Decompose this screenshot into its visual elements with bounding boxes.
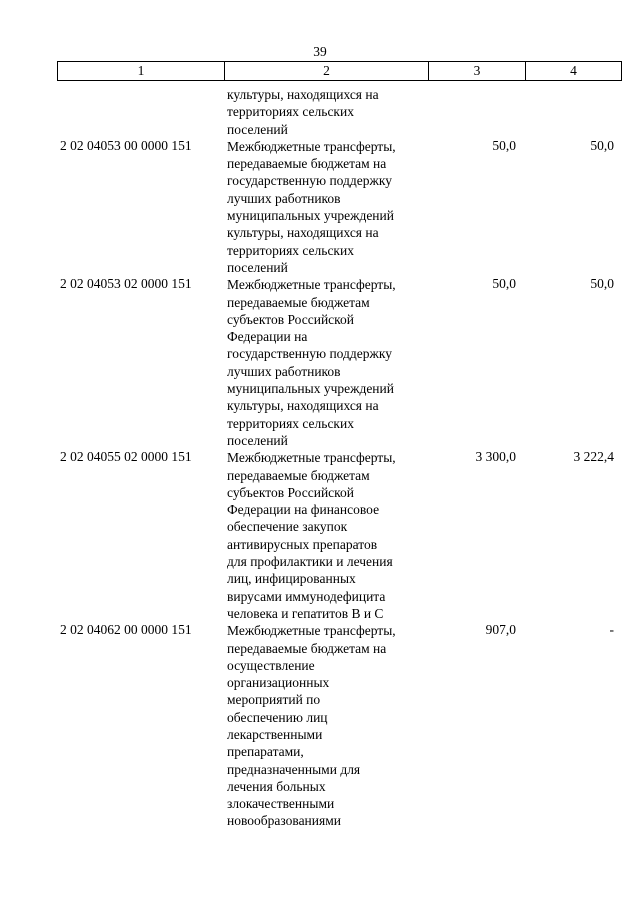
description-line: поселений	[227, 259, 288, 275]
description-line: передаваемые бюджетам на	[227, 640, 387, 656]
description-line: Межбюджетные трансферты,	[227, 450, 396, 466]
description-line: субъектов Российской	[227, 311, 355, 327]
description-line: новообразованиями	[227, 813, 341, 829]
column-header-1: 1	[58, 62, 225, 81]
value-col4: 50,0	[590, 137, 614, 153]
value-col3: 3 300,0	[475, 449, 516, 465]
column-header-table	[57, 61, 622, 81]
table-row	[57, 276, 621, 449]
description-line: лекарственными	[227, 726, 323, 742]
description-line: обеспечение закупок	[227, 519, 348, 535]
description-line: лиц, инфицированных	[227, 571, 356, 587]
description-line: осуществление	[227, 657, 315, 673]
page-number: 39	[313, 44, 327, 59]
column-header-2: 2	[225, 62, 429, 81]
description-line: муниципальных учреждений	[227, 208, 394, 224]
column-header-3: 3	[429, 62, 526, 81]
description-line: вирусами иммунодефицита	[227, 588, 386, 604]
description-line: Межбюджетные трансферты,	[227, 138, 396, 154]
value-col4: -	[609, 622, 614, 638]
description-line: предназначенными для	[227, 761, 361, 777]
row-description	[227, 449, 432, 622]
description-line: территориях сельских	[227, 242, 354, 258]
description-line: передаваемые бюджетам	[227, 294, 370, 310]
description-line: передаваемые бюджетам	[227, 467, 370, 483]
description-line: передаваемые бюджетам на	[227, 156, 387, 172]
description-line: Межбюджетные трансферты,	[227, 277, 396, 293]
budget-code: 2 02 04053 02 0000 151	[60, 276, 192, 292]
description-line: Федерации на финансовое	[227, 502, 380, 518]
description-line: для профилактики и лечения	[227, 554, 393, 570]
description-line: поселений	[227, 432, 288, 448]
table-body	[57, 86, 621, 830]
description-line: обеспечению лиц	[227, 709, 328, 725]
description-line: Федерации на	[227, 329, 308, 345]
row-description	[227, 138, 432, 276]
budget-code: 2 02 04053 00 0000 151	[60, 137, 192, 153]
continuation-description	[227, 86, 432, 138]
description-line: мероприятий по	[227, 692, 321, 708]
description-line: культуры, находящихся на	[227, 225, 379, 241]
column-header-row	[58, 62, 622, 81]
description-line: человека и гепатитов В и С	[227, 605, 384, 621]
description-line: организационных	[227, 675, 330, 691]
continuation-row	[57, 86, 621, 138]
budget-code: 2 02 04055 02 0000 151	[60, 449, 192, 465]
description-line: государственную поддержку	[227, 173, 392, 189]
description-line: препаратами,	[227, 744, 304, 760]
description-line: Межбюджетные трансферты,	[227, 623, 396, 639]
description-line: территориях сельских	[227, 415, 354, 431]
row-description	[227, 276, 432, 449]
column-header-4: 4	[526, 62, 622, 81]
description-line: лучших работников	[227, 363, 341, 379]
description-line: культуры, находящихся на	[227, 87, 379, 102]
value-col4: 3 222,4	[573, 449, 614, 465]
value-col4: 50,0	[590, 276, 614, 292]
value-col3: 50,0	[492, 276, 516, 292]
table-row	[57, 622, 621, 830]
description-line: поселений	[227, 121, 288, 137]
description-line: антивирусных препаратов	[227, 536, 378, 552]
description-line: муниципальных учреждений	[227, 381, 394, 397]
description-line: лечения больных	[227, 778, 326, 794]
table-row	[57, 449, 621, 622]
description-line: лучших работников	[227, 190, 341, 206]
budget-code: 2 02 04062 00 0000 151	[60, 622, 192, 638]
value-col3: 50,0	[492, 137, 516, 153]
description-line: культуры, находящихся на	[227, 398, 379, 414]
description-line: государственную поддержку	[227, 346, 392, 362]
row-description	[227, 622, 432, 830]
description-line: злокачественными	[227, 796, 335, 812]
description-line: территориях сельских	[227, 104, 354, 120]
table-row	[57, 138, 621, 276]
description-line: субъектов Российской	[227, 484, 355, 500]
value-col3: 907,0	[485, 622, 516, 638]
